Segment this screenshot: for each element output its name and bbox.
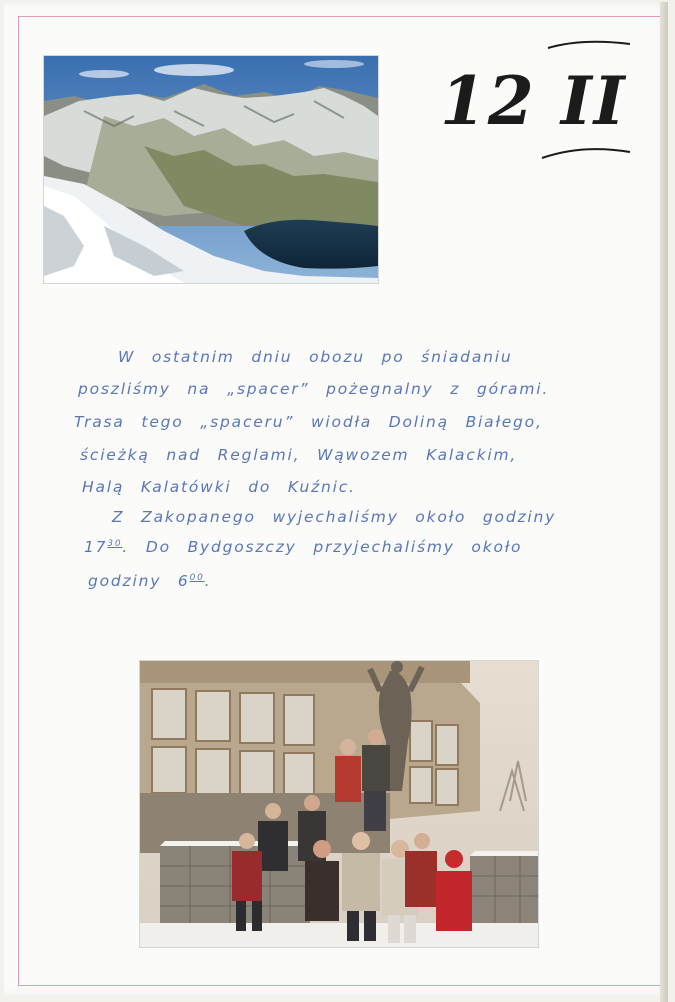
journal-line-6: Z Zakopanego wyjechaliśmy około godziny xyxy=(112,508,557,526)
date-month: II xyxy=(560,62,627,140)
departure-minutes: 30 xyxy=(107,538,123,549)
journal-line-3: Trasa tego „spaceru” wiodła Doliną Białego, xyxy=(74,413,543,431)
journal-line-5: Halą Kalatówki do Kuźnic. xyxy=(82,478,356,496)
mountain-photo xyxy=(44,56,378,283)
departure-hour: 17 xyxy=(84,538,108,556)
album-page xyxy=(4,2,668,996)
journal-line-8-rest: . xyxy=(204,572,212,590)
date-day: 12 xyxy=(440,62,536,140)
arrival-hour: godziny 6 xyxy=(88,572,190,590)
journal-line-2: poszliśmy na „spacer” pożegnalny z górami. xyxy=(78,380,550,398)
group-photo xyxy=(140,661,538,947)
journal-line-7 xyxy=(84,538,522,556)
journal-line-7-rest: . Do Bydgoszczy przyjechaliśmy około xyxy=(122,538,523,556)
binding-edge xyxy=(660,2,668,1002)
arrival-minutes: 00 xyxy=(189,572,205,583)
journal-line-4: ścieżką nad Reglami, Wąwozem Kalackim, xyxy=(80,446,518,464)
journal-line-1: W ostatnim dniu obozu po śniadaniu xyxy=(118,348,513,366)
date-text xyxy=(440,62,627,140)
journal-line-8 xyxy=(88,572,211,590)
date-heading xyxy=(432,40,642,160)
